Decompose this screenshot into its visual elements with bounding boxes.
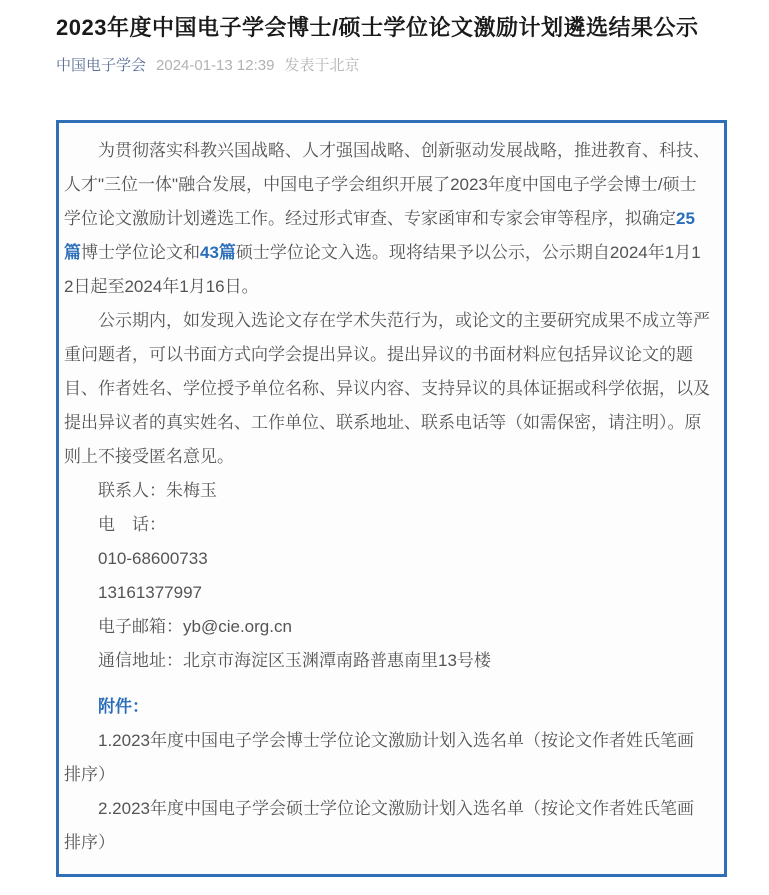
notice-box: [56, 120, 727, 877]
attachments-label: 附件：: [98, 697, 149, 716]
paragraph-1-text: 硕士学位论文入选。现将结果予以公示，公示期自2024年1月12日起至2024年1月16日。: [64, 243, 701, 296]
notice-paragraph-1: [64, 134, 710, 304]
attachment-item-2: 2.2023年度中国电子学会硕士学位论文激励计划入选名单（按论文作者姓氏笔画排序）: [64, 799, 694, 852]
account-name-link[interactable]: 中国电子学会: [56, 57, 147, 74]
paragraph-1-text: 博士学位论文和: [81, 243, 200, 262]
master-count-highlight: 43篇: [200, 243, 236, 262]
notice-paragraph-2: 公示期内，如发现入选论文存在学术失范行为，或论文的主要研究成果不成立等严重问题者，可以书面方式向学会提出异议。提出异议的书面材料应包括异议论文的题目、作者姓名、学位授予单位名称、异议内容、支持异议的具体证据或科学依据，以及提出异议者的真实姓名、工作单位、联系地址、联系电话等（如需保密，请注明）。原则上不接受匿名意见。: [64, 311, 710, 466]
byline: [56, 56, 727, 76]
contact-phone-number-2: 13161377997: [98, 583, 203, 602]
contact-phone-label-line: 电 话：: [98, 515, 166, 534]
page-title: 2023年度中国电子学会博士/硕士学位论文激励计划遴选结果公示: [56, 15, 699, 40]
contact-email-line: 电子邮箱：yb@cie.org.cn: [98, 617, 292, 636]
publish-time: 2024-01-13 12:39: [156, 57, 275, 74]
attachment-item-1: 1.2023年度中国电子学会博士学位论文激励计划入选名单（按论文作者姓氏笔画排序）: [64, 731, 694, 784]
contact-person-line: 联系人：朱梅玉: [98, 481, 217, 500]
paragraph-1-text: 为贯彻落实科教兴国战略、人才强国战略、创新驱动发展战略，推进教育、科技、人才"三位一体"融合发展，中国电子学会组织开展了2023年度中国电子学会博士/硕士学位论文激励计划遴选工作。经过形式审查、专家函审和专家会审等程序，拟确定: [64, 141, 710, 228]
doctoral-count-highlight: 25篇: [64, 209, 695, 262]
contact-phone-number-1: 010-68600733: [98, 549, 208, 568]
contact-address-line: 通信地址：北京市海淀区玉渊潭南路普惠南里13号楼: [98, 651, 491, 670]
publish-location: 发表于北京: [284, 57, 360, 74]
